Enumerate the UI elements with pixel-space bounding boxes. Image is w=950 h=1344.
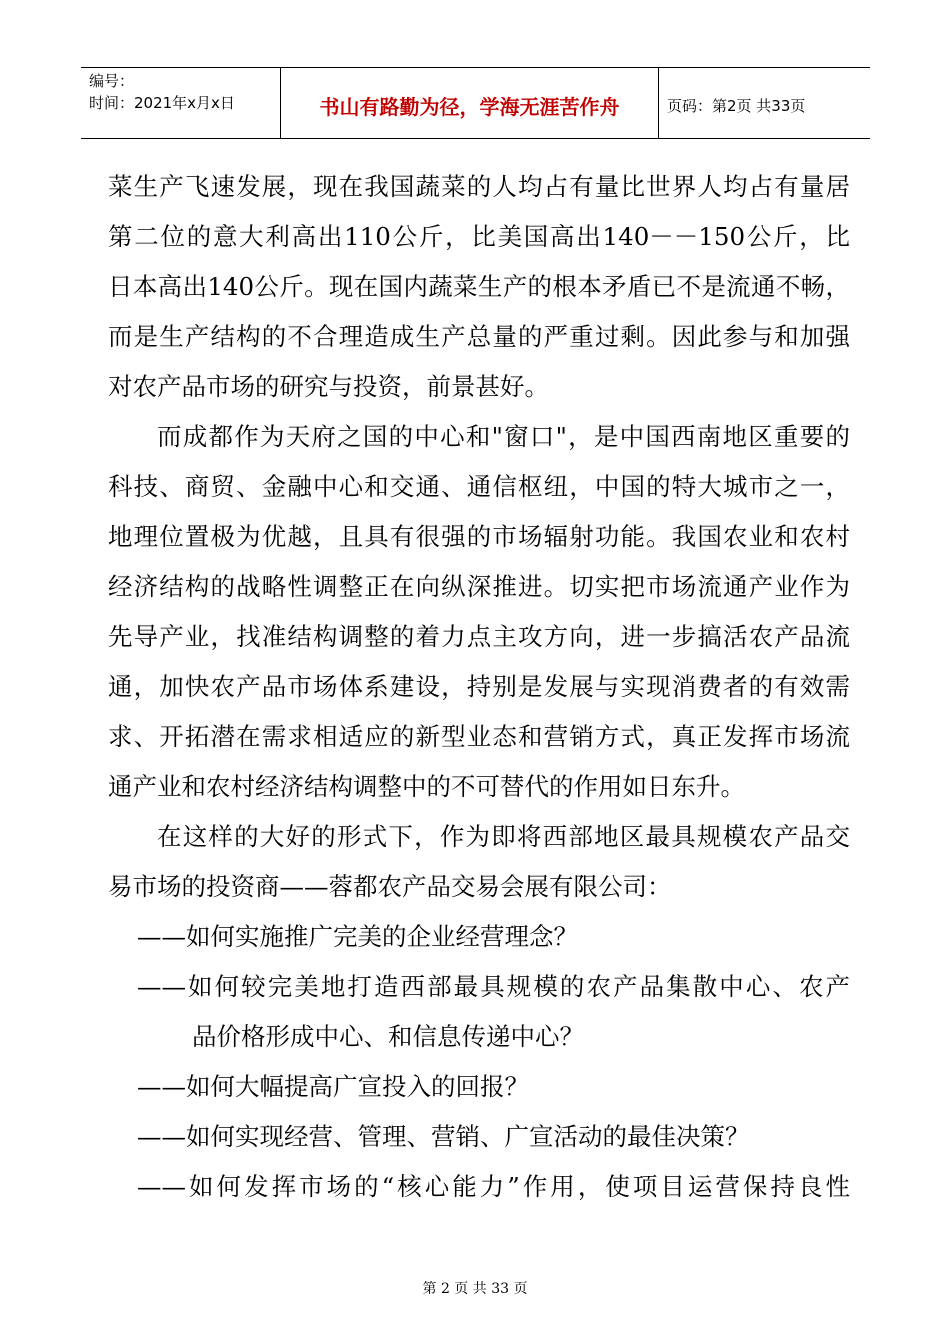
text-line: 地理位置极为优越，且具有很强的市场辐射功能。我国农业和农村	[108, 522, 850, 551]
text-line: 通，加快农产品市场体系建设，持别是发展与实现消费者的有效需	[108, 672, 850, 701]
header-motto: 书山有路勤为径，学海无涯苦作舟	[281, 68, 659, 138]
page-footer: 第 2 页 共 33 页	[422, 1281, 528, 1297]
text-line: 经济结构的战略性调整正在向纵深推进。切实把市场流通产业作为	[108, 572, 850, 601]
header-page-info: 页码：第2页 共33页	[667, 96, 806, 115]
text-line: 第二位的意大利高出110公斤，比美国高出140－－150公斤，比	[108, 222, 850, 251]
question-line: ——如何实施推广完美的企业经营理念？	[137, 922, 578, 951]
question-line: ——如何较完美地打造西部最具规模的农产品集散中心、农产	[137, 972, 850, 1001]
text-line: 求、开拓潜在需求相适应的新型业态和营销方式，真正发挥市场流	[108, 722, 850, 751]
time-label: 时间：2021年x月x日	[89, 94, 235, 112]
document-body	[108, 162, 850, 1212]
question-line: ——如何大幅提高广宣投入的回报？	[137, 1072, 529, 1101]
question-line: ——如何实现经营、管理、营销、广宣活动的最佳决策？	[137, 1122, 750, 1151]
text-line: 而是生产结构的不合理造成生产总量的严重过剩。因此参与和加强	[108, 322, 850, 351]
header-meta	[81, 68, 281, 138]
text-line: 先导产业，找准结构调整的着力点主攻方向，进一步搞活农产品流	[108, 622, 850, 651]
text-line: 通产业和农村经济结构调整中的不可替代的作用如日东升。	[108, 772, 745, 801]
text-line: 而成都作为天府之国的中心和"窗口"，是中国西南地区重要的	[157, 422, 850, 451]
page-header	[81, 67, 870, 139]
number-label: 编号：	[89, 72, 135, 90]
text-line: 日本高出140公斤。现在国内蔬菜生产的根本矛盾已不是流通不畅，	[108, 272, 850, 301]
text-line: 科技、商贸、金融中心和交通、通信枢纽，中国的特大城市之一，	[108, 472, 850, 501]
question-line-continued: 品价格形成中心、和信息传递中心？	[192, 1022, 584, 1051]
text-line: 易市场的投资商——蓉都农产品交易会展有限公司：	[108, 872, 672, 901]
text-line: 在这样的大好的形式下，作为即将西部地区最具规模农产品交	[157, 822, 850, 851]
text-line: 对农产品市场的研究与投资，前景甚好。	[108, 372, 549, 401]
text-line: 菜生产飞速发展，现在我国蔬菜的人均占有量比世界人均占有量居	[108, 172, 850, 201]
question-line: ——如何发挥市场的“核心能力”作用，使项目运营保持良性	[137, 1172, 850, 1201]
